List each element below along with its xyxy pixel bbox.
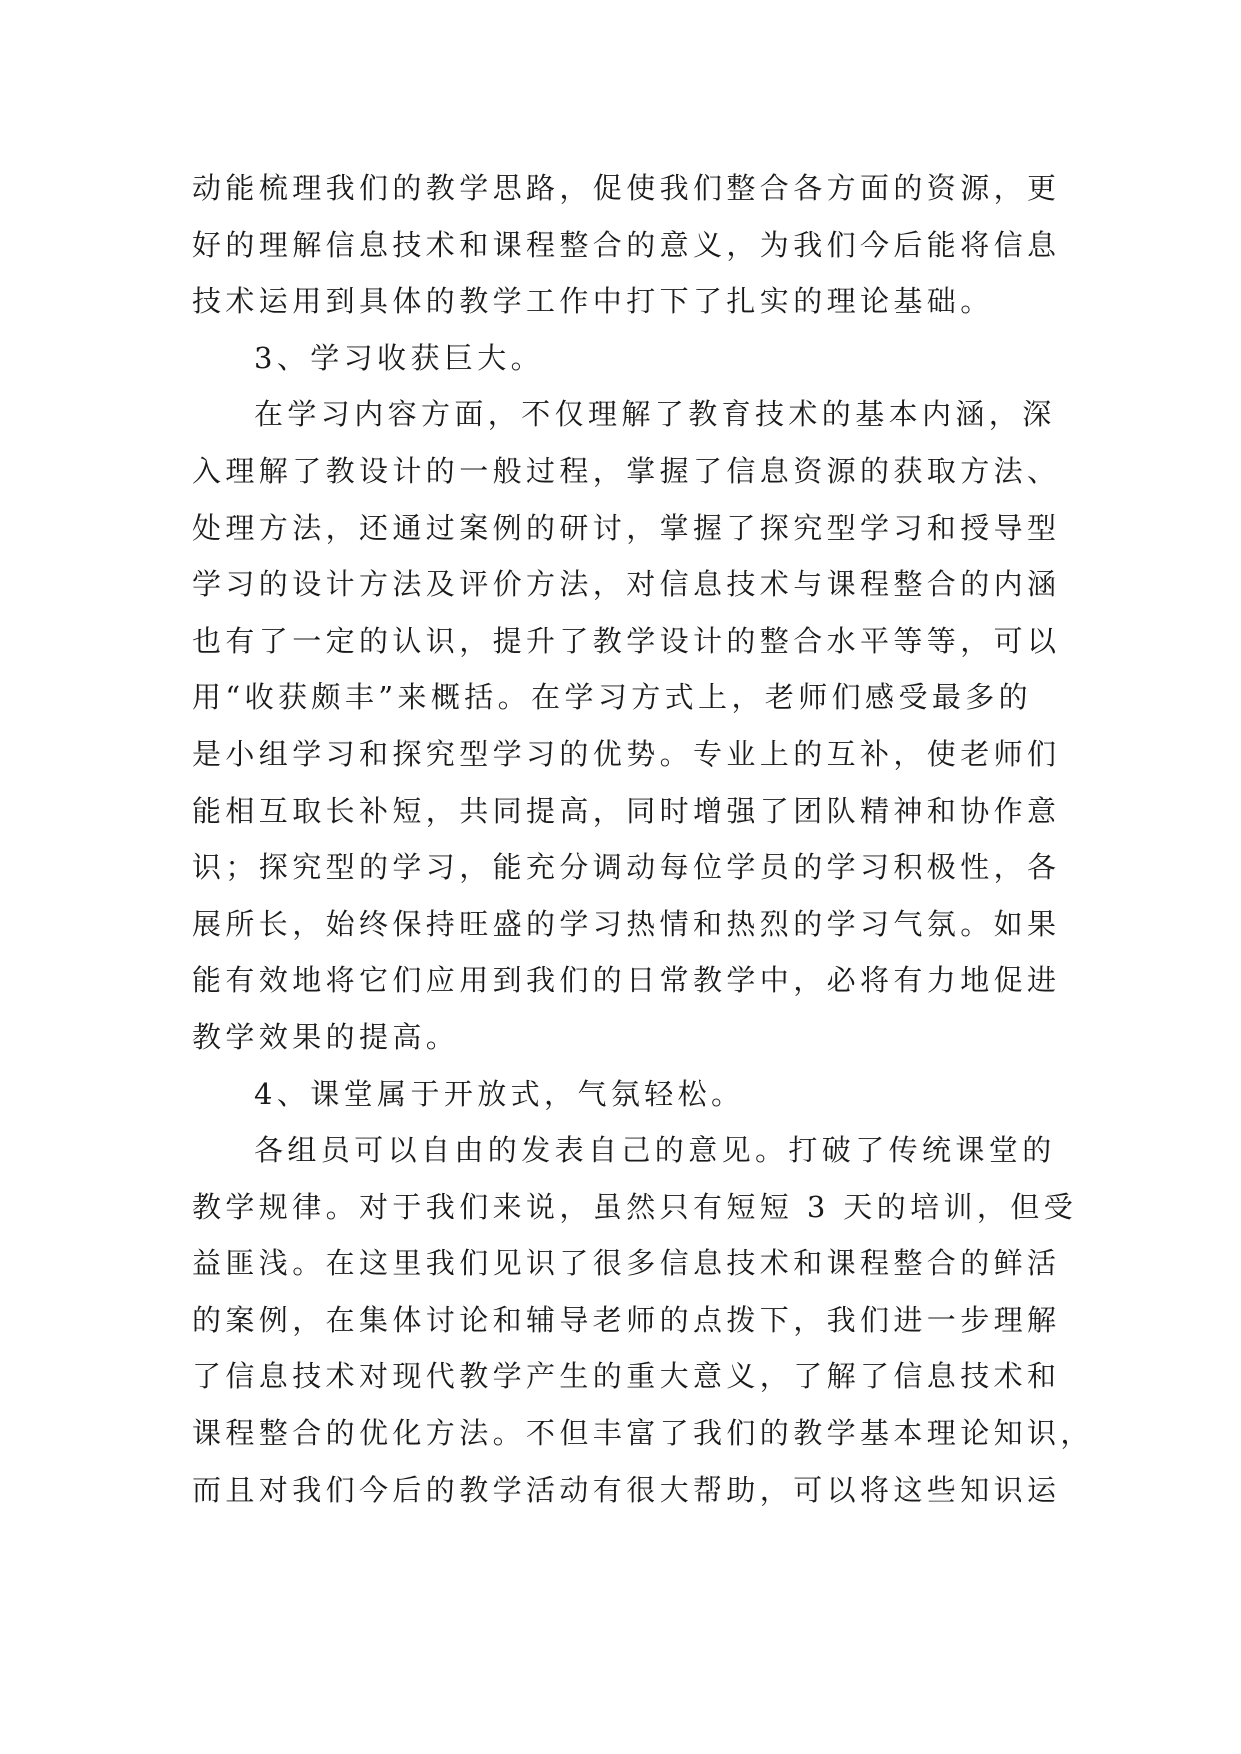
text-line: 用“收获颇丰”来概括。在学习方式上，老师们感受最多的	[192, 680, 1033, 715]
text-line: 而且对我们今后的教学活动有很大帮助，可以将这些知识运	[192, 1472, 1061, 1507]
text-line: 学习的设计方法及评价方法，对信息技术与课程整合的内涵	[192, 567, 1061, 602]
text-line: 处理方法，还通过案例的研讨，掌握了探究型学习和授导型	[192, 510, 1061, 545]
text-line: 在学习内容方面，不仅理解了教育技术的基本内涵，深	[254, 397, 1056, 432]
text-line: 4、课堂属于开放式，气氛轻松。	[254, 1076, 745, 1111]
text-line: 动能梳理我们的教学思路，促使我们整合各方面的资源，更	[192, 171, 1061, 205]
text-line: 好的理解信息技术和课程整合的意义，为我们今后能将信息	[192, 227, 1061, 262]
text-line: 入理解了教设计的一般过程，掌握了信息资源的获取方法、	[192, 453, 1061, 488]
text-line: 能有效地将它们应用到我们的日常教学中，必将有力地促进	[192, 963, 1061, 998]
text-line: 教学效果的提高。	[192, 1019, 460, 1054]
text-line: 益匪浅。在这里我们见识了很多信息技术和课程整合的鲜活	[192, 1246, 1061, 1281]
text-line: 课程整合的优化方法。不但丰富了我们的教学基本理论知识，	[192, 1416, 1094, 1451]
text-line: 各组员可以自由的发表自己的意见。打破了传统课堂的	[254, 1133, 1056, 1168]
text-line: 教学规律。对于我们来说，虽然只有短短 3 天的培训，但受	[192, 1189, 1078, 1224]
text-line: 3、学习收获巨大。	[254, 340, 545, 375]
text-line: 了信息技术对现代教学产生的重大意义，了解了信息技术和	[192, 1359, 1061, 1394]
text-line: 也有了一定的认识，提升了教学设计的整合水平等等，可以	[192, 623, 1061, 658]
text-line: 展所长，始终保持旺盛的学习热情和热烈的学习气氛。如果	[192, 906, 1061, 941]
text-line: 的案例，在集体讨论和辅导老师的点拨下，我们进一步理解	[192, 1302, 1061, 1337]
text-line: 技术运用到具体的教学工作中打下了扎实的理论基础。	[192, 284, 994, 319]
document-page	[192, 160, 1094, 1518]
text-line: 识；探究型的学习，能充分调动每位学员的学习积极性，各	[192, 850, 1061, 885]
text-line: 是小组学习和探究型学习的优势。专业上的互补，使老师们	[192, 736, 1061, 771]
text-line: 能相互取长补短，共同提高，同时增强了团队精神和协作意	[192, 793, 1061, 828]
